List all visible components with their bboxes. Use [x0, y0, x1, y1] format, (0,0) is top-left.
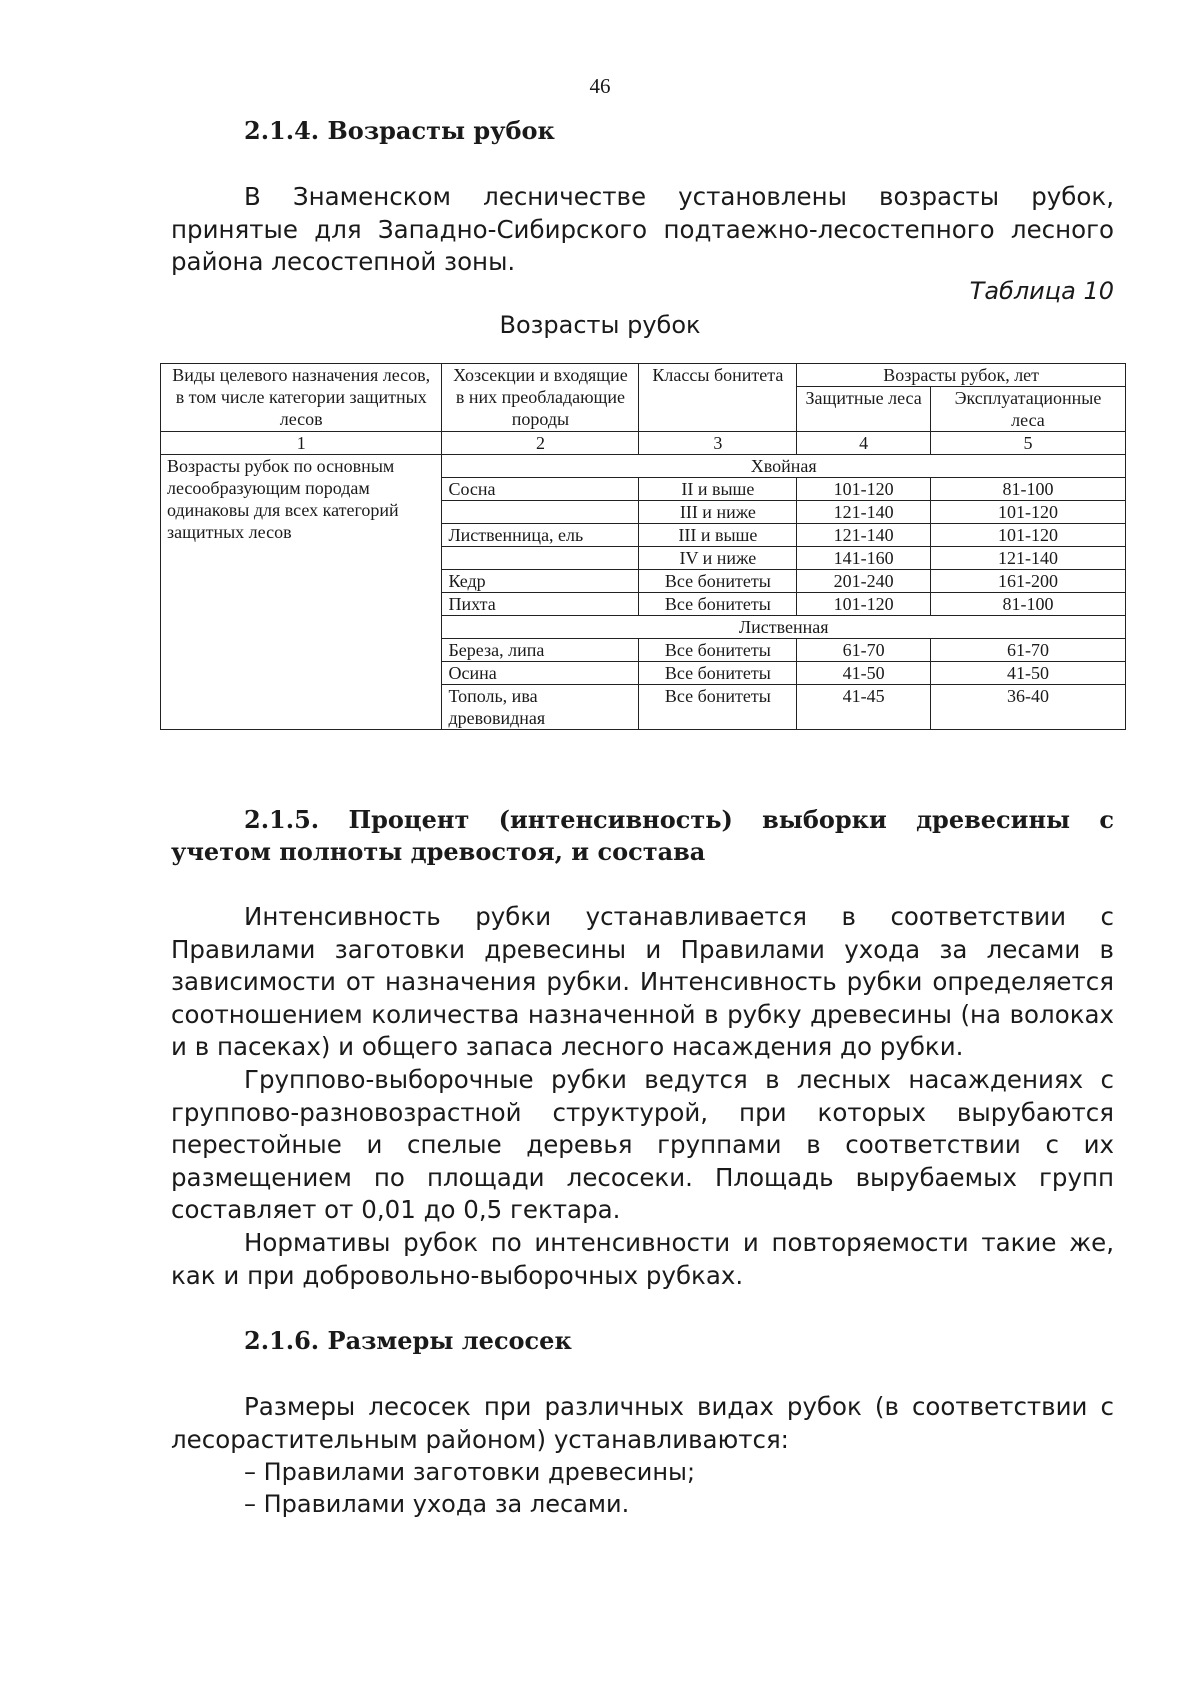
protective-age-cell: 41-45 — [797, 685, 931, 730]
species-cell: Тополь, ива древовидная — [442, 685, 639, 730]
column-number: 4 — [797, 432, 931, 455]
exploitation-age-cell: 161-200 — [930, 570, 1125, 593]
species-cell: Лиственница, ель — [442, 524, 639, 547]
bonitet-cell: Все бонитеты — [639, 662, 797, 685]
group-deciduous: Лиственная — [442, 616, 1126, 639]
species-cell: Осина — [442, 662, 639, 685]
header-forest-purpose: Виды целевого назначения лесов, в том числе категории защитных лесов — [161, 364, 442, 432]
bonitet-cell: II и выше — [639, 478, 797, 501]
bonitet-cell: Все бонитеты — [639, 593, 797, 616]
column-number: 5 — [930, 432, 1125, 455]
protective-age-cell: 101-120 — [797, 478, 931, 501]
table-title: Возрасты рубок — [499, 311, 701, 339]
species-cell: Береза, липа — [442, 639, 639, 662]
group-coniferous: Хвойная — [442, 455, 1126, 478]
protective-age-cell: 201-240 — [797, 570, 931, 593]
list-item: – Правилами ухода за лесами. — [244, 1490, 630, 1518]
cutting-ages-table — [160, 363, 1126, 730]
protective-age-cell: 141-160 — [797, 547, 931, 570]
heading-2-1-6: 2.1.6. Размеры лесосек — [244, 1326, 572, 1355]
paragraph-2-1-5-2: Группово-выборочные рубки ведутся в лесных насаждениях с группово-разновозрастной структурой, при которых вырубаются перестойные и спелые деревья группами в соответствии с их размещением по площади лесосеки. Площадь вырубаемых групп составляет от 0,01 до 0,5 гектара. — [171, 1065, 1114, 1224]
exploitation-age-cell: 101-120 — [930, 524, 1125, 547]
header-bonitet-classes: Классы бонитета — [639, 364, 797, 432]
category-cell: Возрасты рубок по основным лесообразующим породам одинаковы для всех категорий защитных лесов — [161, 455, 442, 730]
list-item: – Правилами заготовки древесины; — [244, 1458, 696, 1486]
species-cell — [442, 547, 639, 570]
table-number: Таблица 10 — [969, 277, 1114, 305]
protective-age-cell: 41-50 — [797, 662, 931, 685]
paragraph-2-1-5-3: Нормативы рубок по интенсивности и повторяемости такие же, как и при добровольно-выборочных рубках. — [171, 1228, 1114, 1290]
heading-2-1-5: 2.1.5. Процент (интенсивность) выборки древесины с учетом полноты древостоя, и состава — [171, 805, 1114, 866]
protective-age-cell: 121-140 — [797, 501, 931, 524]
exploitation-age-cell: 41-50 — [930, 662, 1125, 685]
species-cell: Пихта — [442, 593, 639, 616]
exploitation-age-cell: 121-140 — [930, 547, 1125, 570]
species-cell: Кедр — [442, 570, 639, 593]
exploitation-age-cell: 101-120 — [930, 501, 1125, 524]
bonitet-cell: Все бонитеты — [639, 570, 797, 593]
exploitation-age-cell: 81-100 — [930, 593, 1125, 616]
paragraph-2-1-5-1: Интенсивность рубки устанавливается в соответствии с Правилами заготовки древесины и Правилами ухода за лесами в зависимости от назначения рубки. Интенсивность рубки определяется соотношением количества назначенной в рубку древесины (на волоках и в пасеках) и общего запаса лесного насаждения до рубки. — [171, 902, 1114, 1061]
bonitet-cell: III и выше — [639, 524, 797, 547]
column-number: 1 — [161, 432, 442, 455]
exploitation-age-cell: 36-40 — [930, 685, 1125, 730]
species-cell: Сосна — [442, 478, 639, 501]
page-number: 46 — [589, 74, 611, 98]
bonitet-cell: III и ниже — [639, 501, 797, 524]
header-sections: Хозсекции и входящие в них преобладающие породы — [442, 364, 639, 432]
bonitet-cell: Все бонитеты — [639, 639, 797, 662]
protective-age-cell: 101-120 — [797, 593, 931, 616]
protective-age-cell: 61-70 — [797, 639, 931, 662]
exploitation-age-cell: 61-70 — [930, 639, 1125, 662]
bonitet-cell: IV и ниже — [639, 547, 797, 570]
protective-age-cell: 121-140 — [797, 524, 931, 547]
column-number: 2 — [442, 432, 639, 455]
exploitation-age-cell: 81-100 — [930, 478, 1125, 501]
header-protective-forests: Защитные леса — [797, 387, 931, 432]
header-exploitation-forests: Эксплуатационные леса — [930, 387, 1125, 432]
species-cell — [442, 501, 639, 524]
paragraph-2-1-6: Размеры лесосек при различных видах рубок (в соответствии с лесорастительным районом) устанавливаются: — [171, 1392, 1114, 1454]
header-cutting-ages: Возрасты рубок, лет — [797, 364, 1126, 387]
bonitet-cell: Все бонитеты — [639, 685, 797, 730]
column-number: 3 — [639, 432, 797, 455]
heading-2-1-4: 2.1.4. Возрасты рубок — [244, 116, 555, 145]
paragraph-2-1-4: В Знаменском лесничестве установлены возрасты рубок, принятые для Западно-Сибирского подтаежно-лесостепного лесного района лесостепной зоны. — [171, 182, 1114, 276]
